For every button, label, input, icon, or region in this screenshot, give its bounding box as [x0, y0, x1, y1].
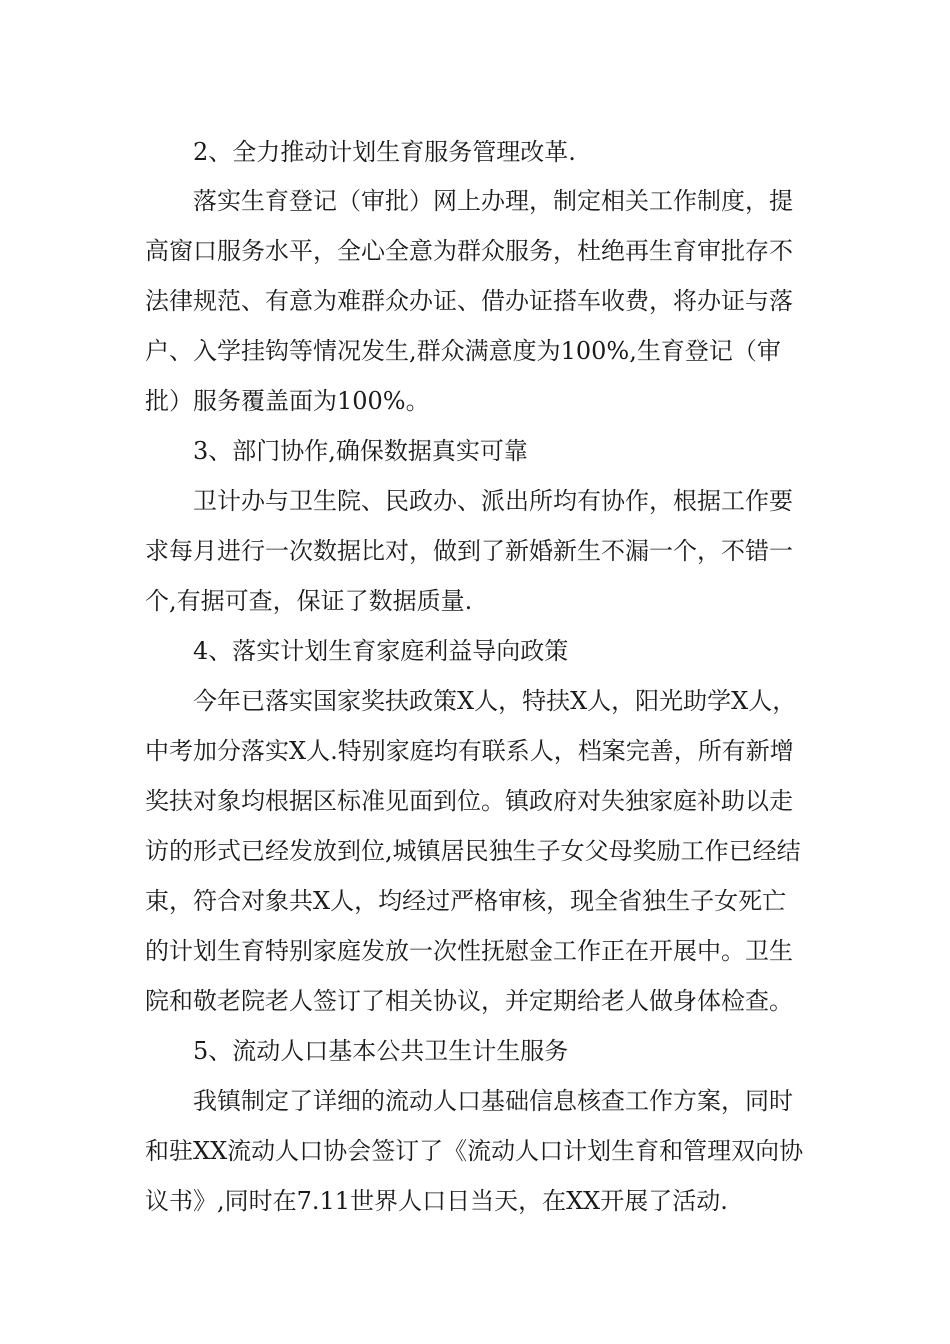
section-2-line-3: 法律规范、有意为难群众办证、借办证搭车收费，将办证与落 [145, 287, 793, 315]
section-3-line-2: 求每月进行一次数据比对，做到了新婚新生不漏一个，不错一 [145, 537, 793, 565]
section-4-heading: 4、落实计划生育家庭利益导向政策 [193, 637, 569, 665]
section-4-line-7: 院和敬老院老人签订了相关协议，并定期给老人做身体检查。 [145, 987, 793, 1015]
section-4-line-6: 的计划生育特别家庭发放一次性抚慰金工作正在开展中。卫生 [145, 937, 793, 965]
section-2-heading: 2、全力推动计划生育服务管理改革. [193, 138, 576, 166]
section-4-line-3: 奖扶对象均根据区标准见面到位。镇政府对失独家庭补助以走 [145, 787, 793, 815]
section-5-line-2: 和驻XX流动人口协会签订了《流动人口计划生育和管理双向协 [145, 1137, 804, 1165]
section-2-line-4: 户、入学挂钩等情况发生,群众满意度为100%,生育登记（审 [145, 337, 781, 365]
section-4-line-2: 中考加分落实X人.特别家庭均有联系人，档案完善，所有新增 [145, 737, 794, 765]
section-4-line-1: 今年已落实国家奖扶政策X人，特扶X人，阳光助学X人， [193, 687, 797, 715]
section-2-line-1: 落实生育登记（审批）网上办理，制定相关工作制度，提 [193, 187, 793, 215]
section-2-line-2: 高窗口服务水平，全心全意为群众服务，杜绝再生育审批存不 [145, 237, 793, 265]
section-5-line-1: 我镇制定了详细的流动人口基础信息核查工作方案，同时 [193, 1087, 793, 1115]
section-4-line-4: 访的形式已经发放到位,城镇居民独生子女父母奖励工作已经结 [145, 837, 801, 865]
section-5-line-3: 议书》,同时在7.11世界人口日当天，在XX开展了活动. [145, 1187, 728, 1215]
section-3-line-3: 个,有据可查，保证了数据质量. [145, 587, 473, 615]
section-3-heading: 3、部门协作,确保数据真实可靠 [193, 437, 528, 465]
section-3-line-1: 卫计办与卫生院、民政办、派出所均有协作，根据工作要 [193, 487, 793, 515]
section-2-line-5: 批）服务覆盖面为100%。 [145, 387, 430, 415]
section-5-heading: 5、流动人口基本公共卫生计生服务 [193, 1037, 569, 1065]
section-4-line-5: 束，符合对象共X人，均经过严格审核，现全省独生子女死亡 [145, 887, 787, 915]
